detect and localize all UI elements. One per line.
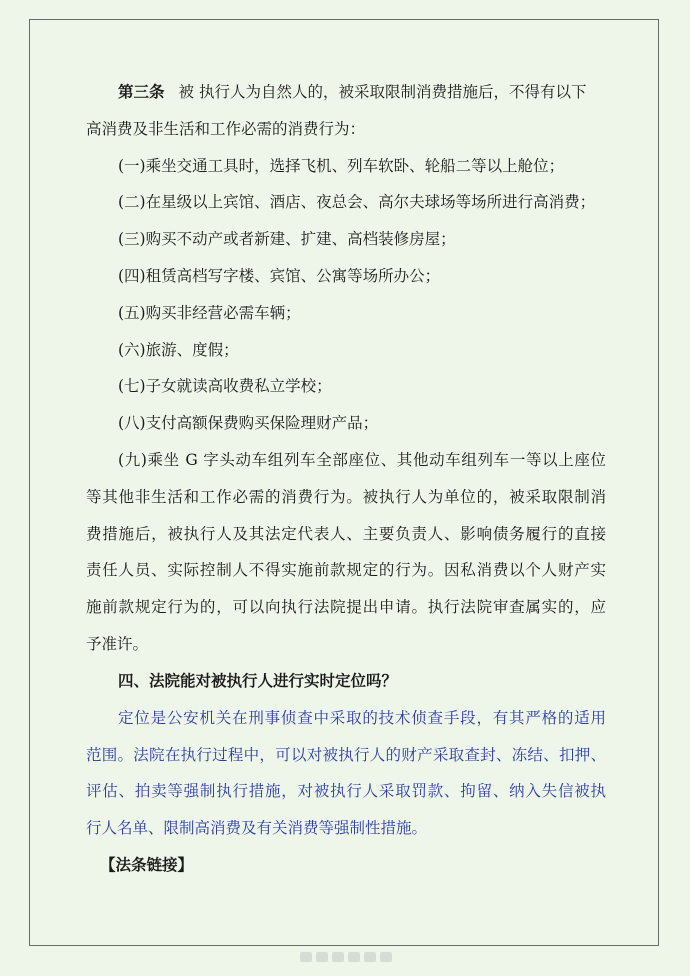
article-3-item-9-line: 施前款规定行为的，可以向执行法院提出申请。执行法院审查属实的，应 [86,598,606,617]
law-link-heading: 【法条链接】 [100,854,194,874]
section-4-answer-line: 行人名单、限制高消费及有关消费等强制性措施。 [86,819,428,838]
article-3-intro-line-1 [86,78,606,115]
article-3-item-9-line: 等其他非生活和工作必需的消费行为。被执行人为单位的，被采取限制消 [86,487,606,506]
section-4-answer-line: 评估、拍卖等强制执行措施，对被执行人采取罚款、拘留、纳入失信被执 [86,782,606,801]
article-3-item: (三)购买不动产或者新建、扩建、高档装修房屋； [118,230,456,249]
section-4-answer-line: 定位是公安机关在刑事侦查中采取的技术侦查手段，有其严格的适用 [118,708,606,727]
article-3-item-list [86,152,606,446]
article-3-item: (二)在星级以上宾馆、酒店、夜总会、高尔夫球场等场所进行高消费； [118,193,596,212]
section-4-answer [86,704,606,851]
article-number: 第三条 [118,82,165,101]
article-3-item-9-line: 予准许。 [86,634,149,653]
section-4-answer-line: 范围。法院在执行过程中，可以对被执行人的财产采取查封、冻结、扣押、 [86,745,606,764]
article-3-intro-text: 被 执行人为自然人的，被采取限制消费措施后，不得有以下 [178,83,587,101]
article-3-item: (一)乘坐交通工具时，选择飞机、列车软卧、轮船二等以上舱位； [118,156,565,175]
article-3-item: (八)支付高额保费购买保险理财产品； [118,414,379,433]
article-3-item-9-line: 费措施后，被执行人及其法定代表人、主要负责人、影响债务履行的直接 [86,524,606,543]
article-3-item-9-line: 责任人员、实际控制人不得实施前款规定的行为。因私消费以个人财产实 [86,561,606,580]
article-3-item-9 [86,446,606,667]
article-3-item: (六)旅游、度假； [118,340,239,359]
watermark [300,952,410,964]
article-3-intro-line-2: 高消费及非生活和工作必需的消费行为： [86,119,366,138]
article-3-item: (四)租赁高档写字楼、宾馆、公寓等场所办公； [118,266,441,285]
article-3-item: (五)购买非经营必需车辆； [118,303,301,322]
article-3-item-9-line: (九)乘坐 G 字头动车组列车全部座位、其他动车组列车一等以上座位 [118,450,606,469]
article-3-item: (七)子女就读高收费私立学校； [118,377,332,396]
section-4-heading: 四、法院能对被执行人进行实时定位吗？ [118,670,398,690]
document-body [86,78,606,888]
